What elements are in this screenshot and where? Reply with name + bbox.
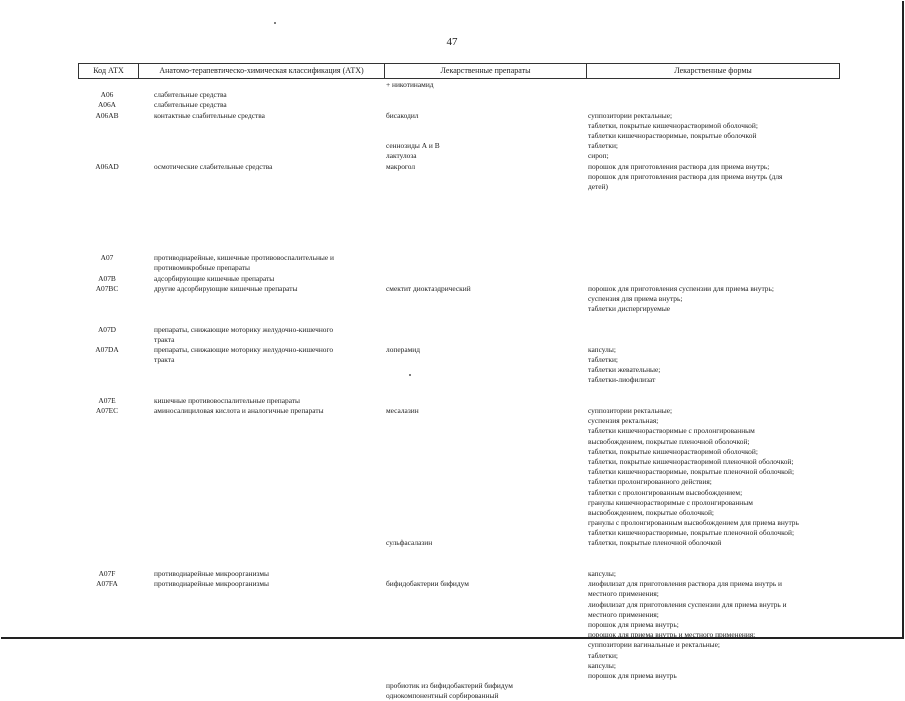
- drug-line: [386, 202, 586, 212]
- drug-line: [386, 386, 586, 396]
- drug-line: [386, 671, 586, 681]
- classification-line: [154, 151, 384, 161]
- atc-code-line: A06AB: [95, 110, 119, 120]
- dosage-form-line: таблетки;: [588, 650, 618, 660]
- header-atc-code: Код АТХ: [78, 64, 138, 78]
- classification-line: осмотические слабительные средства: [154, 161, 273, 171]
- drug-line: [386, 325, 586, 335]
- atc-code-line: A07EC: [95, 406, 119, 415]
- drug-line: [386, 467, 586, 477]
- dosage-form-line: [588, 192, 840, 202]
- classification-line: [154, 365, 384, 375]
- drug-line: [386, 630, 586, 640]
- drug-line: [386, 100, 586, 110]
- dosage-form-line: [588, 90, 840, 100]
- atc-code-line: [78, 151, 136, 161]
- drug-line: [386, 253, 586, 263]
- atc-code-line: [78, 121, 136, 131]
- atc-code-line: A07BC: [95, 283, 119, 293]
- drug-line: [386, 314, 586, 324]
- classification-line: [154, 172, 384, 182]
- table-header-rule: [78, 78, 840, 79]
- drug-line: [386, 518, 586, 528]
- drug-line: смектит диоктаэдрический: [386, 283, 471, 293]
- drug-line: лоперамид: [386, 344, 420, 354]
- classification-line: [154, 518, 384, 528]
- classification-line: [154, 538, 384, 548]
- header-atc-classification: Анатомо-терапевтическо-химическая классификация (АТХ): [138, 64, 384, 78]
- classification-line: противодиарейные, кишечные противовоспалительные и: [154, 253, 334, 263]
- atc-code-line: [78, 498, 136, 508]
- drug-line: [386, 620, 586, 630]
- atc-code-line: [78, 304, 136, 314]
- header-dosage-forms: Лекарственные формы: [586, 64, 840, 78]
- atc-code-line: [78, 457, 136, 467]
- classification-line: [154, 549, 384, 559]
- table-header-row: [78, 64, 840, 78]
- dosage-form-line: детей): [588, 181, 608, 191]
- drug-line: [386, 365, 586, 375]
- dosage-form-line: суппозитории ректальные;: [588, 110, 673, 120]
- page-number: 47: [446, 36, 458, 48]
- classification-line: [154, 467, 384, 477]
- classification-line: [154, 426, 384, 436]
- drug-line: [386, 559, 586, 569]
- atc-code-line: [78, 488, 136, 498]
- dosage-form-line: таблетки пролонгированного действия;: [588, 477, 712, 487]
- classification-line: [154, 681, 384, 691]
- table-body: [78, 80, 840, 701]
- drug-line: [386, 223, 586, 233]
- drug-line: [386, 182, 586, 192]
- classification-line: [154, 314, 384, 324]
- atc-code-line: A07F: [98, 569, 116, 578]
- atc-code-line: [78, 437, 136, 447]
- drug-line: [386, 233, 586, 243]
- header-drugs: Лекарственные препараты: [384, 64, 586, 78]
- dosage-form-line: местного применения;: [588, 589, 659, 599]
- atc-code-line: [78, 131, 136, 141]
- drug-line: [386, 212, 586, 222]
- classification-line: контактные слабительные средства: [154, 110, 265, 120]
- atc-code-line: [78, 426, 136, 436]
- classification-line: противодиарейные микроорганизмы: [154, 569, 270, 578]
- atc-code-line: [78, 518, 136, 528]
- drug-line: [386, 375, 586, 385]
- drug-line: лактулоза: [386, 151, 417, 161]
- classification-line: [154, 141, 384, 151]
- drug-line: [386, 396, 586, 406]
- drug-line: [386, 589, 586, 599]
- atc-code-line: [78, 630, 136, 640]
- dosage-form-line: порошок для приема внутрь и местного применения;: [588, 630, 756, 640]
- atc-code-line: [78, 192, 136, 202]
- atc-code-line: [78, 671, 136, 681]
- dosage-form-line: [588, 314, 840, 324]
- classification-line: противомикробные препараты: [154, 263, 250, 273]
- classification-line: слабительные средства: [154, 90, 227, 100]
- dosage-form-line: [588, 559, 840, 569]
- classification-line: [154, 691, 384, 701]
- atc-code-line: [78, 528, 136, 538]
- dosage-form-line: [588, 549, 840, 559]
- atc-code-line: A07: [100, 253, 114, 263]
- drug-line: пробиотик из бифидобактерий бифидум: [386, 681, 513, 691]
- atc-code-line: A06: [100, 90, 114, 100]
- drug-line: [386, 569, 586, 579]
- dosage-form-line: гранулы кишечнорастворимые с пролонгированным: [588, 497, 753, 507]
- drug-line: [386, 651, 586, 661]
- classification-line: [154, 243, 384, 253]
- atc-code-line: A06AD: [95, 161, 119, 171]
- dosage-form-line: порошок для приема внутрь: [588, 670, 677, 680]
- dosage-form-line: суппозитории ректальные;: [588, 406, 673, 415]
- drug-line: бифидобактерии бифидум: [386, 579, 469, 589]
- dosage-form-line: порошок для приготовления раствора для приема внутрь (для: [588, 171, 783, 181]
- dosage-form-line: высвобождением, покрытые пленочной оболочкой;: [588, 436, 750, 446]
- dosage-form-line: [588, 253, 840, 263]
- dosage-form-line: [588, 80, 840, 90]
- dosage-form-line: таблетки, покрытые пленочной оболочкой: [588, 538, 722, 548]
- dosage-form-line: лиофилизат для приготовления суспензии для приема внутрь и: [588, 599, 787, 609]
- dosage-form-line: таблетки с пролонгированным высвобождением;: [588, 487, 743, 497]
- classification-line: тракта: [154, 355, 175, 365]
- drug-line: [386, 437, 586, 447]
- classification-line: [154, 192, 384, 202]
- dosage-form-line: капсулы;: [588, 569, 616, 578]
- atc-code-line: [78, 182, 136, 192]
- classification-line: [154, 528, 384, 538]
- atc-code-line: [78, 538, 136, 548]
- atc-code-line: [78, 467, 136, 477]
- classification-line: [154, 589, 384, 599]
- drug-line: [386, 661, 586, 671]
- atc-code-line: [78, 559, 136, 569]
- atc-code-line: [78, 314, 136, 324]
- drug-line: [386, 131, 586, 141]
- atc-code-line: [78, 294, 136, 304]
- dosage-form-line: порошок для приготовления суспензии для приема внутрь;: [588, 283, 774, 293]
- classification-line: [154, 131, 384, 141]
- classification-line: адсорбирующие кишечные препараты: [154, 273, 275, 283]
- drug-line: [386, 508, 586, 518]
- dosage-form-line: [588, 223, 840, 233]
- dosage-form-line: [588, 202, 840, 212]
- atc-code-line: [78, 651, 136, 661]
- classification-line: [154, 80, 384, 90]
- dosage-form-line: капсулы;: [588, 344, 616, 354]
- classification-line: [154, 121, 384, 131]
- classification-line: [154, 508, 384, 518]
- drug-line: [386, 263, 586, 273]
- dosage-form-line: сироп;: [588, 151, 609, 161]
- classification-line: аминосалициловая кислота и аналогичные препараты: [154, 406, 324, 415]
- atc-code-line: [78, 243, 136, 253]
- atc-code-line: A07D: [97, 324, 117, 334]
- atc-code-line: [78, 589, 136, 599]
- classification-line: слабительные средства: [154, 100, 227, 110]
- atc-code-line: A06A: [97, 100, 117, 110]
- atc-code-line: [78, 233, 136, 243]
- classification-line: [154, 600, 384, 610]
- classification-line: другие адсорбирующие кишечные препараты: [154, 283, 298, 293]
- dosage-form-line: таблетки-лиофилизат: [588, 375, 656, 385]
- dosage-form-line: таблетки кишечнорастворимые, покрытые оболочкой: [588, 130, 757, 140]
- classification-line: [154, 559, 384, 569]
- dosage-form-line: [588, 233, 840, 243]
- drug-line: [386, 294, 586, 304]
- dosage-form-line: [588, 396, 840, 406]
- dosage-form-line: [588, 100, 840, 110]
- dosage-form-line: таблетки, покрытые кишечнорастворимой оболочкой;: [588, 446, 758, 456]
- atc-code-line: [78, 375, 136, 385]
- atc-code-line: A07B: [98, 273, 116, 283]
- classification-line: [154, 386, 384, 396]
- atc-code-line: [78, 416, 136, 426]
- atc-code-line: [78, 80, 136, 90]
- atc-code-line: [78, 212, 136, 222]
- dosage-form-line: таблетки, покрытые кишечнорастворимой оболочкой;: [588, 120, 758, 130]
- classification-line: препараты, снижающие моторику желудочно-кишечного: [154, 344, 334, 354]
- drug-line: [386, 477, 586, 487]
- atc-code-line: [78, 365, 136, 375]
- drug-line: [386, 172, 586, 182]
- drug-line: [386, 90, 586, 100]
- dosage-form-line: суспензия для приема внутрь;: [588, 293, 683, 303]
- dosage-form-line: таблетки жевательные;: [588, 365, 661, 375]
- column-dosage-forms: [588, 80, 840, 681]
- drug-line: [386, 457, 586, 467]
- dosage-form-line: [588, 335, 840, 345]
- atc-code-line: [78, 610, 136, 620]
- column-atc-code: [78, 80, 136, 701]
- classification-line: [154, 233, 384, 243]
- classification-line: [154, 375, 384, 385]
- classification-line: [154, 447, 384, 457]
- dosage-form-line: [588, 263, 840, 273]
- drug-line: [386, 498, 586, 508]
- classification-line: [154, 488, 384, 498]
- classification-line: [154, 202, 384, 212]
- dosage-form-line: порошок для приема внутрь;: [588, 619, 679, 629]
- classification-line: [154, 182, 384, 192]
- dosage-form-line: таблетки кишечнорастворимые, покрытые пленочной оболочкой;: [588, 528, 795, 538]
- atc-code-line: [78, 386, 136, 396]
- drug-line: месалазин: [386, 406, 419, 415]
- drug-line: сульфасалазин: [386, 538, 433, 548]
- classification-line: [154, 671, 384, 681]
- atc-code-line: [78, 263, 136, 273]
- classification-line: [154, 651, 384, 661]
- atc-code-line: [78, 681, 136, 691]
- dosage-form-line: высвобождением, покрытые оболочкой;: [588, 507, 714, 517]
- classification-line: [154, 304, 384, 314]
- drug-line: [386, 488, 586, 498]
- atc-code-line: [78, 691, 136, 701]
- classification-line: [154, 620, 384, 630]
- classification-line: [154, 630, 384, 640]
- dosage-form-line: суспензия ректальная;: [588, 416, 659, 426]
- atc-code-line: [78, 477, 136, 487]
- classification-line: кишечные противовоспалительные препараты: [154, 395, 300, 405]
- dosage-form-line: [588, 325, 840, 335]
- classification-line: [154, 457, 384, 467]
- atc-code-line: [78, 223, 136, 233]
- atc-code-line: [78, 141, 136, 151]
- classification-line: тракта: [154, 334, 175, 344]
- dosage-form-line: таблетки;: [588, 355, 618, 365]
- drug-line: [386, 355, 586, 365]
- atc-code-line: [78, 202, 136, 212]
- atc-code-line: A07FA: [96, 579, 118, 589]
- classification-line: [154, 294, 384, 304]
- classification-line: препараты, снижающие моторику желудочно-кишечного: [154, 324, 334, 334]
- drug-line: [386, 416, 586, 426]
- dosage-form-line: лиофилизат для приготовления раствора для приема внутрь и: [588, 579, 783, 589]
- column-atc-classification: [154, 80, 384, 701]
- classification-line: [154, 498, 384, 508]
- drug-line: [386, 600, 586, 610]
- drug-line: макрогол: [386, 161, 416, 171]
- classification-line: [154, 437, 384, 447]
- drug-line: [386, 304, 586, 314]
- dosage-form-line: гранулы с пролонгированным высвобождением для приема внутрь: [588, 518, 799, 528]
- atc-code-line: A07DA: [95, 344, 119, 354]
- scan-speck: [274, 22, 276, 24]
- drug-line: + никотинамид: [386, 80, 434, 89]
- atc-code-line: [78, 600, 136, 610]
- atc-code-line: [78, 508, 136, 518]
- classification-line: [154, 223, 384, 233]
- dosage-form-line: [588, 386, 840, 396]
- dosage-form-line: [588, 243, 840, 253]
- dosage-form-line: суппозитории вагинальные и ректальные;: [588, 640, 720, 650]
- dosage-form-line: таблетки кишечнорастворимые, покрытые пленочной оболочкой;: [588, 467, 795, 477]
- atc-code-line: [78, 172, 136, 182]
- drug-line: [386, 549, 586, 559]
- dosage-form-line: таблетки кишечнорастворимые с пролонгированным: [588, 426, 755, 436]
- drug-line: сеннозиды А и В: [386, 141, 440, 151]
- drug-line: [386, 192, 586, 202]
- classification-line: [154, 640, 384, 650]
- drug-line: [386, 447, 586, 457]
- atc-code-line: [78, 661, 136, 671]
- atc-code-line: [78, 447, 136, 457]
- drug-line: [386, 335, 586, 345]
- classification-line: [154, 416, 384, 426]
- atc-code-line: [78, 620, 136, 630]
- atc-code-line: [78, 355, 136, 365]
- classification-line: противодиарейные микроорганизмы: [154, 579, 270, 589]
- atc-code-line: [78, 640, 136, 650]
- drug-line: [386, 640, 586, 650]
- dosage-form-line: местного применения;: [588, 609, 659, 619]
- dosage-form-line: [588, 274, 840, 284]
- atc-code-line: [78, 549, 136, 559]
- atc-code-line: [78, 335, 136, 345]
- classification-line: [154, 661, 384, 671]
- dosage-form-line: таблетки, покрытые кишечнорастворимой пленочной оболочкой;: [588, 456, 794, 466]
- drug-line: [386, 610, 586, 620]
- atc-code-line: A07E: [98, 395, 116, 405]
- drug-line: [386, 243, 586, 253]
- drug-line: [386, 528, 586, 538]
- drug-line: [386, 426, 586, 436]
- dosage-form-line: капсулы;: [588, 660, 616, 670]
- dosage-form-line: [588, 212, 840, 222]
- drug-line: однокомпонентный сорбированный: [386, 691, 499, 701]
- drug-line: [386, 121, 586, 131]
- classification-line: [154, 477, 384, 487]
- dosage-form-line: таблетки диспергируемые: [588, 304, 671, 314]
- column-drugs: [386, 80, 586, 701]
- drug-line: [386, 274, 586, 284]
- drug-line: бисакодил: [386, 110, 419, 120]
- classification-line: [154, 212, 384, 222]
- classification-line: [154, 610, 384, 620]
- dosage-form-line: таблетки;: [588, 141, 618, 151]
- dosage-form-line: порошок для приготовления раствора для приема внутрь;: [588, 161, 770, 171]
